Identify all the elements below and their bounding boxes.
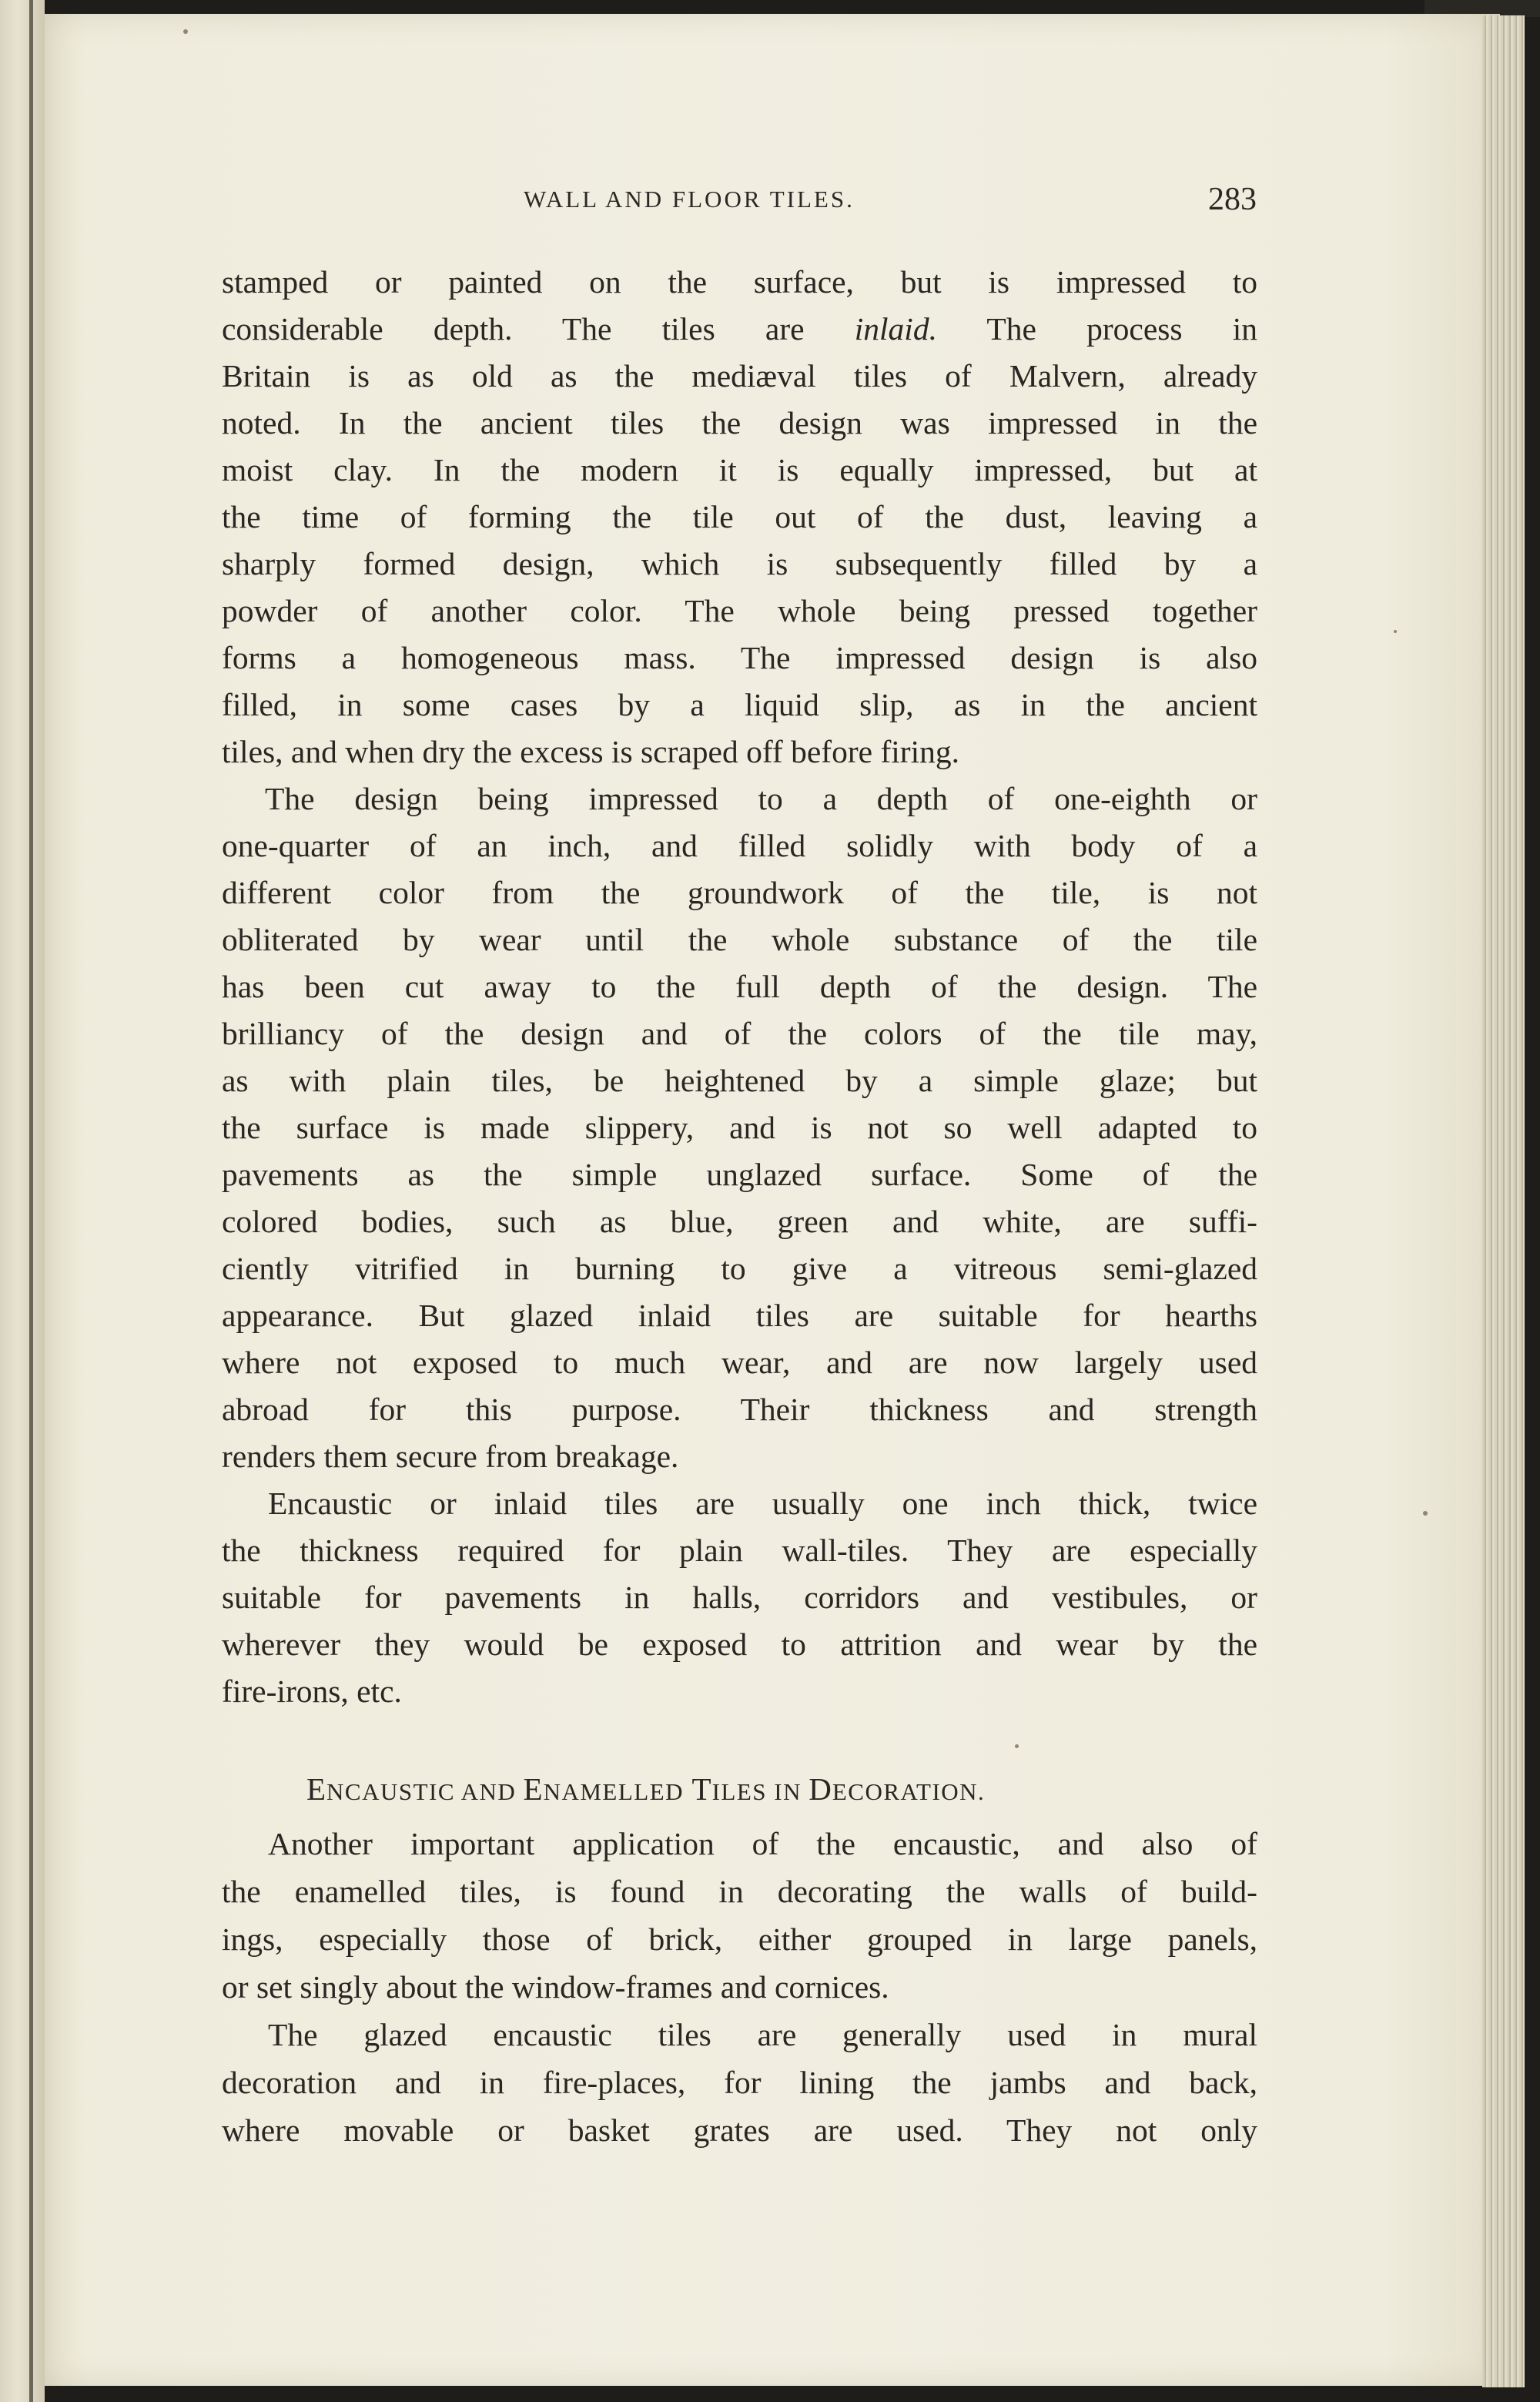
- italic-word: inlaid.: [854, 311, 937, 347]
- text-line: tiles, and when dry the excess is scraped off before firing.: [222, 734, 960, 769]
- text-line: filled, in some cases by a liquid slip, as in the ancient: [222, 687, 1257, 722]
- text-line: sharply formed design, which is subsequently filled by a: [222, 546, 1257, 581]
- text-line: the time of forming the tile out of the dust, leaving a: [222, 499, 1257, 534]
- text-line: the enamelled tiles, is found in decorating the walls of build-: [222, 1874, 1257, 1909]
- text-line: the thickness required for plain wall-tiles. They are especially: [222, 1533, 1257, 1568]
- book-gutter: [0, 0, 45, 2402]
- text-line: or set singly about the window-frames and cornices.: [222, 1969, 889, 2005]
- text-line: stamped or painted on the surface, but is impressed to: [222, 264, 1257, 300]
- text-line: has been cut away to the full depth of the design. The: [222, 969, 1257, 1004]
- page-edges: [1482, 15, 1525, 2387]
- text-line: powder of another color. The whole being pressed together: [222, 593, 1257, 628]
- text-line: different color from the groundwork of the tile, is not: [222, 875, 1257, 910]
- text-line: suitable for pavements in halls, corridors and vestibules, or: [222, 1580, 1257, 1615]
- paper-speck: [1015, 1744, 1019, 1748]
- text-line: brilliancy of the design and of the colors of the tile may,: [222, 1016, 1257, 1051]
- text-line: considerable depth. The tiles are inlaid. The process in: [222, 311, 1257, 347]
- paragraph-start: The design being impressed to a depth of one-eighth or: [265, 781, 1257, 816]
- text-line: fire-irons, etc.: [222, 1673, 402, 1709]
- text-line: decoration and in fire-places, for lining the jambs and back,: [222, 2065, 1257, 2100]
- text-line: where not exposed to much wear, and are now largely used: [222, 1345, 1257, 1380]
- section-heading: ENCAUSTIC AND ENAMELLED TILES IN DECORATION.: [306, 1771, 986, 1807]
- text-line: the surface is made slippery, and is not so well adapted to: [222, 1110, 1257, 1145]
- text-line: wherever they would be exposed to attrition and wear by the: [222, 1626, 1257, 1662]
- text-line: appearance. But glazed inlaid tiles are suitable for hearths: [222, 1298, 1257, 1333]
- paper-speck: [183, 29, 188, 34]
- text-line: ings, especially those of brick, either grouped in large panels,: [222, 1921, 1257, 1957]
- text-line: one-quarter of an inch, and filled solidly with body of a: [222, 828, 1257, 863]
- text-line: as with plain tiles, be heightened by a simple glaze; but: [222, 1063, 1257, 1098]
- paper-speck: [1423, 1511, 1428, 1516]
- text-line: noted. In the ancient tiles the design was impressed in the: [222, 405, 1257, 441]
- text-line: Britain is as old as the mediæval tiles of Malvern, already: [222, 358, 1257, 394]
- running-head: [216, 181, 1257, 219]
- text-line: where movable or basket grates are used. They not only: [222, 2112, 1257, 2148]
- text-line: colored bodies, such as blue, green and white, are suffi-: [222, 1204, 1257, 1239]
- text-line: pavements as the simple unglazed surface. Some of the: [222, 1157, 1257, 1192]
- paragraph-start: Another important application of the encaustic, and also of: [268, 1826, 1257, 1861]
- text-line: abroad for this purpose. Their thickness and strength: [222, 1392, 1257, 1427]
- text-line: ciently vitrified in burning to give a vitreous semi-glazed: [222, 1251, 1257, 1286]
- paper-speck: [1394, 630, 1397, 633]
- text-line: moist clay. In the modern it is equally impressed, but at: [222, 452, 1257, 487]
- text-line: renders them secure from breakage.: [222, 1439, 679, 1474]
- text-line: obliterated by wear until the whole substance of the tile: [222, 922, 1257, 957]
- page-number: 283: [1208, 182, 1257, 217]
- text-line: forms a homogeneous mass. The impressed design is also: [222, 640, 1257, 675]
- running-head-title: WALL AND FLOOR TILES.: [524, 186, 855, 213]
- paragraph-start: The glazed encaustic tiles are generally used in mural: [268, 2017, 1257, 2052]
- paragraph-start: Encaustic or inlaid tiles are usually one inch thick, twice: [268, 1486, 1257, 1521]
